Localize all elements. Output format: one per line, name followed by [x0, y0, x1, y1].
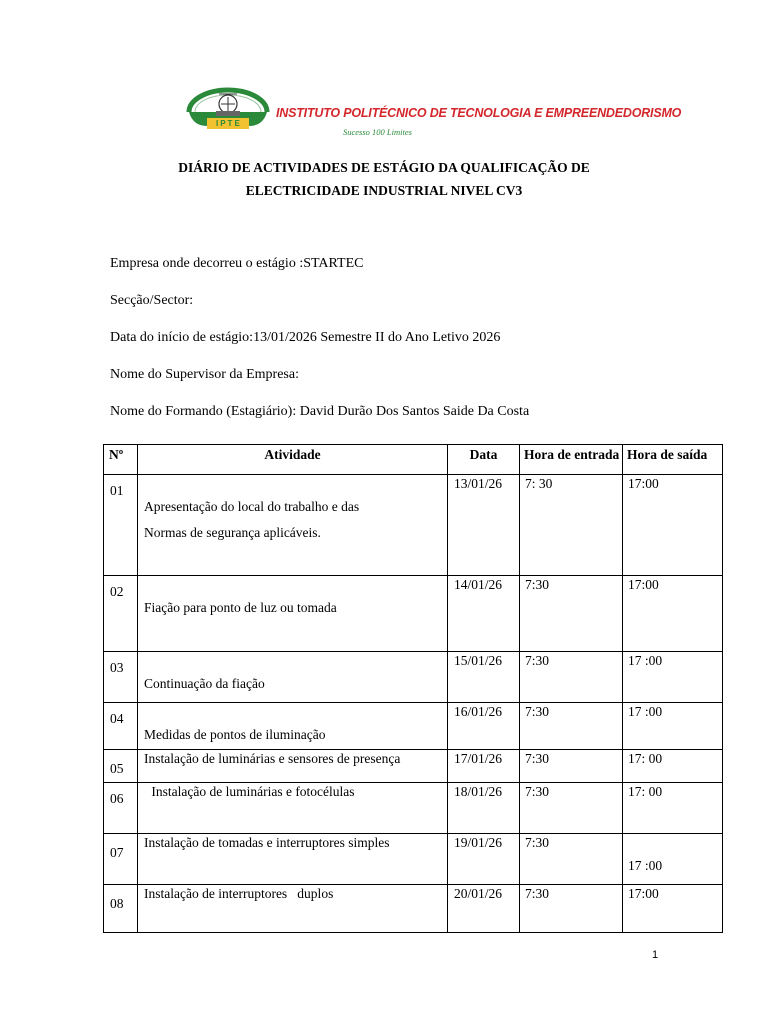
- row-number: 02: [110, 584, 124, 599]
- table-row: [104, 750, 723, 783]
- table-row: [104, 783, 723, 834]
- institute-name: INSTITUTO POLITÉCNICO DE TECNOLOGIA E EMPREENDEDORISMO: [276, 106, 682, 120]
- row-activity: Medidas de pontos de iluminação: [144, 727, 326, 742]
- header-n: Nº: [104, 445, 138, 475]
- row-activity: Instalação de interruptores duplos: [144, 886, 334, 901]
- table-row: [104, 703, 723, 750]
- row-hora-entrada: 7:30: [525, 835, 550, 850]
- row-number: 05: [110, 761, 124, 776]
- row-activity: Fiação para ponto de luz ou tomada: [144, 600, 337, 615]
- row-hora-saida: 17 :00: [628, 704, 663, 719]
- row-date: 16/01/26: [454, 704, 503, 719]
- row-number: 08: [110, 896, 124, 911]
- header-hora-entrada: Hora de entrada: [520, 445, 623, 475]
- row-activity: Instalação de luminárias e fotocélulas: [148, 784, 355, 799]
- field-seccao: Secção/Sector:: [110, 293, 194, 308]
- row-hora-saida: 17 :00: [628, 653, 663, 668]
- field-supervisor: Nome do Supervisor da Empresa:: [110, 367, 299, 382]
- table-row: [104, 885, 723, 933]
- row-hora-entrada: 7:30: [525, 784, 550, 799]
- document-title-line-1: DIÁRIO DE ACTIVIDADES DE ESTÁGIO DA QUALIFICAÇÃO DE: [178, 160, 590, 175]
- row-activity: Continuação da fiação: [144, 676, 265, 691]
- row-date: 17/01/26: [454, 751, 503, 766]
- row-hora-entrada: 7:30: [525, 704, 550, 719]
- row-date: 20/01/26: [454, 886, 503, 901]
- field-formando: Nome do Formando (Estagiário): David Durão Dos Santos Saide Da Costa: [110, 404, 530, 419]
- row-date: 14/01/26: [454, 577, 503, 592]
- row-date: 15/01/26: [454, 653, 503, 668]
- row-hora-entrada: 7:30: [525, 886, 550, 901]
- row-activity-line-2: Normas de segurança aplicáveis.: [144, 525, 321, 540]
- field-empresa: Empresa onde decorreu o estágio :STARTEC: [110, 256, 364, 271]
- table-row: [104, 652, 723, 703]
- row-number: 07: [110, 845, 124, 860]
- row-hora-entrada: 7: 30: [525, 476, 553, 491]
- row-hora-entrada: 7:30: [525, 653, 550, 668]
- row-number: 01: [110, 483, 124, 498]
- row-hora-saida: 17:00: [628, 476, 659, 491]
- row-hora-entrada: 7:30: [525, 751, 550, 766]
- table-row: [104, 834, 723, 885]
- document-title-line-2: ELECTRICIDADE INDUSTRIAL NIVEL CV3: [245, 183, 523, 198]
- table-row: [104, 475, 723, 576]
- row-hora-saida: 17 :00: [628, 858, 663, 873]
- row-hora-entrada: 7:30: [525, 577, 550, 592]
- header-atividade: Atividade: [138, 445, 448, 475]
- row-date: 19/01/26: [454, 835, 503, 850]
- row-hora-saida: 17: 00: [628, 751, 663, 766]
- field-data-inicio: Data do início de estágio:13/01/2026 Semestre II do Ano Letivo 2026: [110, 330, 501, 345]
- row-number: 04: [110, 711, 124, 726]
- logo-text: IPTE: [216, 119, 242, 128]
- row-date: 18/01/26: [454, 784, 503, 799]
- table-header-row: [104, 445, 723, 475]
- row-hora-saida: 17: 00: [628, 784, 663, 799]
- row-number: 03: [110, 660, 124, 675]
- header-data: Data: [448, 445, 520, 475]
- institute-logo: [183, 82, 273, 134]
- row-activity: Instalação de luminárias e sensores de presença: [144, 751, 401, 766]
- activities-table: [103, 444, 723, 933]
- row-activity: Apresentação do local do trabalho e das: [144, 499, 360, 514]
- row-number: 06: [110, 791, 124, 806]
- institute-motto: Sucesso 100 Limites: [343, 127, 412, 137]
- row-activity: Instalação de tomadas e interruptores simples: [144, 835, 390, 850]
- row-hora-saida: 17:00: [628, 886, 659, 901]
- page-number: 1: [652, 949, 659, 961]
- table-row: [104, 576, 723, 652]
- row-date: 13/01/26: [454, 476, 503, 491]
- header-hora-saida: Hora de saída: [623, 445, 723, 475]
- row-hora-saida: 17:00: [628, 577, 659, 592]
